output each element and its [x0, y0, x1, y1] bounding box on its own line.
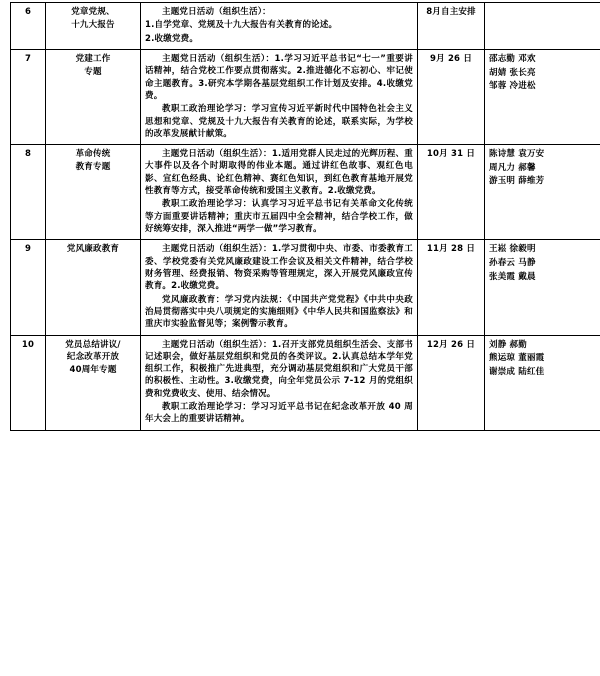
content-paragraph: 教职工政治理论学习：认真学习习近平总书记有关革命文化传统等方面重要讲话精神；重庆市五届四中全会精神，结合学校工作，做好统筹安排，深入推进“两学一做”学习教育。 — [145, 198, 413, 235]
topic-cell — [46, 240, 141, 335]
date-cell — [418, 145, 485, 240]
participants-line: 熊运琼 董丽霞 — [489, 352, 599, 366]
table-row — [11, 240, 600, 335]
date-cell — [418, 3, 485, 50]
topic-cell — [46, 49, 141, 144]
content-paragraph: 教职工政治理论学习：学习宣传习近平新时代中国特色社会主义思想和党章、党规及十九大报告有关教育的论述，联系实际，为学校的改革发展献计献策。 — [145, 103, 413, 140]
date-line: 9月 26 日 — [422, 53, 480, 66]
row-number: 10 — [15, 339, 41, 352]
participants-line: 谢崇成 陆红佳 — [489, 366, 599, 380]
participants-line: 邵志勤 邓欢 — [489, 53, 599, 67]
row-number: 8 — [15, 148, 41, 161]
content-cell — [141, 49, 418, 144]
table-row — [11, 335, 600, 430]
participants-cell — [485, 240, 600, 335]
document-page — [0, 2, 600, 676]
table-row — [11, 145, 600, 240]
topic-line: 党风廉政教育 — [50, 243, 136, 256]
topic-line: 纪念改革开放 — [50, 351, 136, 364]
content-paragraph: 教职工政治理论学习：学习习近平总书记在纪念改革开放 40 周年大会上的重要讲话精神。 — [145, 401, 413, 426]
table-row — [11, 3, 600, 50]
row-number: 9 — [15, 243, 41, 256]
content-cell — [141, 145, 418, 240]
content-paragraph: 1.自学党章、党规及十九大报告有关教育的论述。 — [145, 19, 413, 31]
topic-cell — [46, 145, 141, 240]
content-paragraph: 2.收缴党费。 — [145, 33, 413, 45]
content-paragraph: 主题党日活动（组织生活）：1.学习贯彻中央、市委、市委教育工委、学校党委有关党风廉政建设工作会议及相关文件精神，结合学校财务管理、经费报销、物资采购等管理规定，深入开展党风廉政宣传教育。2.收缴党费。 — [145, 243, 413, 292]
date-cell — [418, 240, 485, 335]
content-paragraph: 主题党日活动（组织生活）：1.学习习近平总书记“七一”重要讲话精神，结合党校工作要点贯彻落实。2.推进德化不忘初心、牢记使命主题教育。3.研究本学期各基层党组织工作计划及安排。4.收缴党费。 — [145, 53, 413, 102]
topic-cell — [46, 3, 141, 50]
topic-line: 党建工作 — [50, 53, 136, 66]
participants-cell — [485, 335, 600, 430]
table-body — [11, 3, 600, 431]
participants-line: 张美霞 戴晨 — [489, 271, 599, 285]
content-paragraph: 主题党日活动（组织生活）： — [145, 6, 413, 18]
date-line: 12月 26 日 — [422, 339, 480, 352]
participants-line: 刘静 郝勤 — [489, 339, 599, 353]
topic-line: 专题 — [50, 66, 136, 79]
topic-line: 十九大报告 — [50, 19, 136, 32]
participants-line: 邹蓉 冷进松 — [489, 80, 599, 94]
participants-cell — [485, 49, 600, 144]
topic-line: 革命传统 — [50, 148, 136, 161]
row-number-cell — [11, 240, 46, 335]
content-cell — [141, 3, 418, 50]
topic-line: 党章党规、 — [50, 6, 136, 19]
topic-line: 40周年专题 — [50, 364, 136, 377]
date-line: 10月 31 日 — [422, 148, 480, 161]
topic-line: 党员总结讲议/ — [50, 339, 136, 352]
participants-cell — [485, 3, 600, 50]
participants-line: 胡婧 张长亮 — [489, 67, 599, 81]
participants-cell — [485, 145, 600, 240]
participants-line: 陈诗慧 袁万安 — [489, 148, 599, 162]
row-number-cell — [11, 335, 46, 430]
content-paragraph: 主题党日活动（组织生活）：1.召开支部党员组织生活会、支部书记述职会，做好基层党组织和党员的各类评议。2.认真总结本学年党组织工作，积极推广先进典型，充分调动基层党组织和广大党员干部的积极性、主动性。3.收缴党费，向全年党员公示 7-12 月的党组织费和党费收支、使用、结余情况。 — [145, 339, 413, 401]
party-activity-plan-table — [10, 2, 600, 431]
topic-line: 教育专题 — [50, 161, 136, 174]
date-line: 8月自主安排 — [422, 6, 480, 19]
date-line: 11月 28 日 — [422, 243, 480, 256]
row-number: 7 — [15, 53, 41, 66]
row-number-cell — [11, 3, 46, 50]
participants-line: 王崧 徐毅明 — [489, 243, 599, 257]
row-number: 6 — [15, 6, 41, 19]
participants-line: 游玉明 薛维芳 — [489, 175, 599, 189]
participants-line: 周凡力 郝馨 — [489, 162, 599, 176]
content-paragraph: 主题党日活动（组织生活）：1.适用党群人民走过的光辉历程、重大事件以及各个时期取得的伟业本题。通过讲红色故事、观红色电影、宣红色经典、论红色精神、赛红色知识，到红色教育基地开展党性教育等方式，接受革命传统和爱国主义教育。2.收缴党费。 — [145, 148, 413, 197]
content-cell — [141, 240, 418, 335]
row-number-cell — [11, 145, 46, 240]
content-paragraph: 党风廉政教育：学习党内法规：《中国共产党党程》《中共中央政治局贯彻落实中央八项规定的实施细则》《中华人民共和国监察法》和重庆市实验监督见等；案例警示教育。 — [145, 294, 413, 331]
table-row — [11, 49, 600, 144]
participants-line: 孙春云 马静 — [489, 257, 599, 271]
date-cell — [418, 49, 485, 144]
date-cell — [418, 335, 485, 430]
topic-cell — [46, 335, 141, 430]
content-cell — [141, 335, 418, 430]
row-number-cell — [11, 49, 46, 144]
